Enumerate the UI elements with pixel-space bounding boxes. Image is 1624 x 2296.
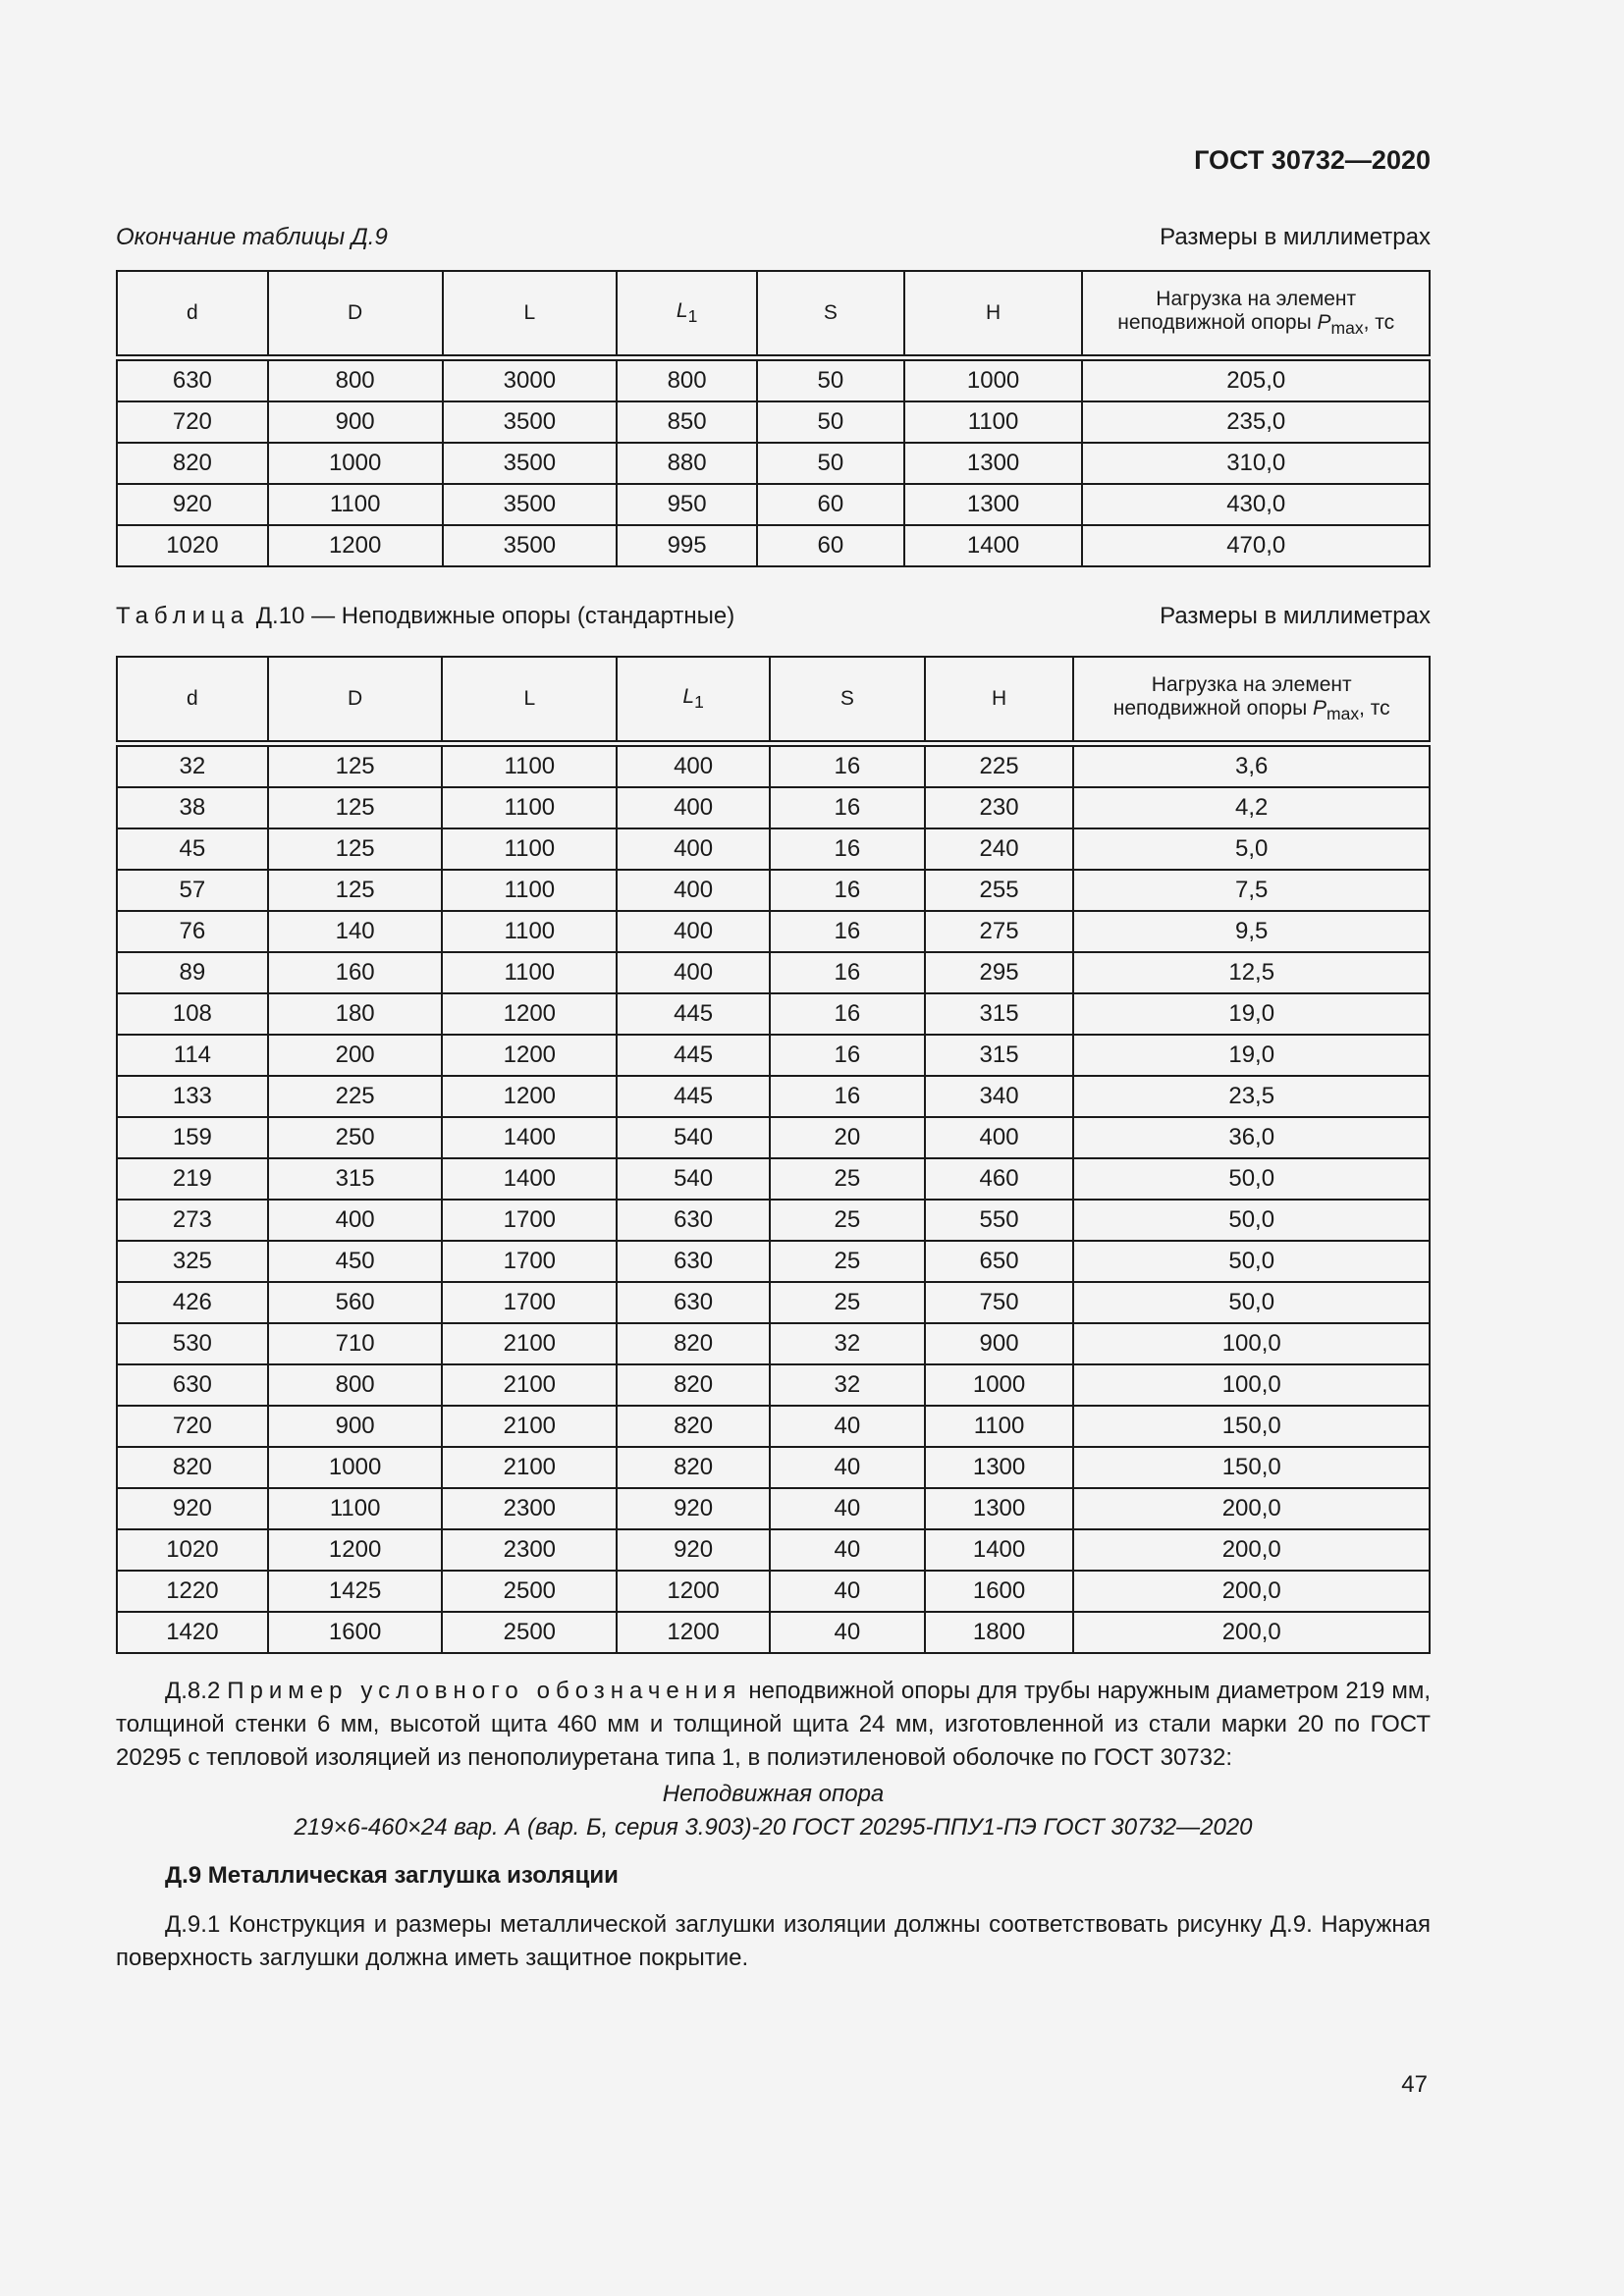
table-cell: 820 bbox=[617, 1406, 770, 1447]
table-cell: 400 bbox=[617, 744, 770, 788]
table-cell: 310,0 bbox=[1082, 443, 1430, 484]
table-cell: 140 bbox=[268, 911, 443, 952]
table-cell: 1425 bbox=[268, 1571, 443, 1612]
table-header-row bbox=[117, 271, 1430, 358]
table-cell: 205,0 bbox=[1082, 358, 1430, 402]
table-cell: 16 bbox=[770, 828, 925, 870]
table-cell: 400 bbox=[617, 870, 770, 911]
table-cell: 3,6 bbox=[1073, 744, 1430, 788]
table-cell: 1100 bbox=[904, 401, 1083, 443]
table-cell: 470,0 bbox=[1082, 525, 1430, 566]
table-cell: 315 bbox=[925, 1035, 1074, 1076]
table-d10-caption: Таблица Д.10 — Неподвижные опоры (стандартные) bbox=[116, 603, 735, 629]
table-cell: 50,0 bbox=[1073, 1158, 1430, 1200]
table-cell: 25 bbox=[770, 1200, 925, 1241]
table-cell: 820 bbox=[117, 443, 268, 484]
table-cell: 630 bbox=[117, 1364, 268, 1406]
table-cell: 1000 bbox=[268, 443, 443, 484]
table-cell: 1200 bbox=[617, 1612, 770, 1653]
table-cell: 159 bbox=[117, 1117, 268, 1158]
table-cell: 750 bbox=[925, 1282, 1074, 1323]
table-cell: 16 bbox=[770, 1076, 925, 1117]
table-d9-caption: Окончание таблицы Д.9 bbox=[116, 224, 388, 250]
table-cell: 50 bbox=[757, 401, 904, 443]
table-d10-units: Размеры в миллиметрах bbox=[1160, 603, 1431, 629]
table-cell: 200,0 bbox=[1073, 1529, 1430, 1571]
table-cell: 32 bbox=[117, 744, 268, 788]
col-header-L1: $L_1$ bbox=[617, 657, 770, 744]
table-cell: 200 bbox=[268, 1035, 443, 1076]
table-cell: 275 bbox=[925, 911, 1074, 952]
table-row bbox=[117, 401, 1430, 443]
table-cell: 1200 bbox=[442, 993, 617, 1035]
clause-d82: Д.8.2 Пример условного обозначения неподвижной опоры для трубы наружным диаметром 219 мм, толщиной стенки 6 мм, высотой щита 460 мм и толщиной щита 24 мм, изготовленной из стали марки 20 по ГОСТ 20295 с тепловой изоляцией из пенополиуретана типа 1, в полиэтиленовой оболочке по ГОСТ 30732: bbox=[116, 1678, 1431, 1771]
table-cell: 200,0 bbox=[1073, 1571, 1430, 1612]
table-cell: 920 bbox=[617, 1529, 770, 1571]
table-cell: 630 bbox=[117, 358, 268, 402]
table-row bbox=[117, 1241, 1430, 1282]
table-cell: 2100 bbox=[442, 1364, 617, 1406]
table-cell: 710 bbox=[268, 1323, 443, 1364]
table-d10-body bbox=[117, 744, 1430, 1654]
col-header-load: Нагрузка на элемент неподвижной опоры $P_{max}$, тс bbox=[1073, 657, 1430, 744]
table-cell: 1020 bbox=[117, 525, 268, 566]
table-cell: 16 bbox=[770, 993, 925, 1035]
table-cell: 16 bbox=[770, 744, 925, 788]
table-cell: 25 bbox=[770, 1241, 925, 1282]
table-cell: 7,5 bbox=[1073, 870, 1430, 911]
table-d9-body bbox=[117, 358, 1430, 567]
table-cell: 16 bbox=[770, 1035, 925, 1076]
table-cell: 125 bbox=[268, 828, 443, 870]
table-row bbox=[117, 358, 1430, 402]
table-cell: 540 bbox=[617, 1117, 770, 1158]
table-row bbox=[117, 1488, 1430, 1529]
table-cell: 1400 bbox=[925, 1529, 1074, 1571]
table-row bbox=[117, 1612, 1430, 1653]
table-cell: 445 bbox=[617, 1076, 770, 1117]
table-row bbox=[117, 1529, 1430, 1571]
table-cell: 219 bbox=[117, 1158, 268, 1200]
table-cell: 1400 bbox=[904, 525, 1083, 566]
col-header-L: L bbox=[443, 271, 618, 358]
table-row bbox=[117, 484, 1430, 525]
table-cell: 32 bbox=[770, 1323, 925, 1364]
table-cell: 12,5 bbox=[1073, 952, 1430, 993]
col-header-d: d bbox=[117, 271, 268, 358]
table-cell: 230 bbox=[925, 787, 1074, 828]
table-cell: 295 bbox=[925, 952, 1074, 993]
table-cell: 4,2 bbox=[1073, 787, 1430, 828]
table-cell: 160 bbox=[268, 952, 443, 993]
table-cell: 920 bbox=[117, 1488, 268, 1529]
table-cell: 315 bbox=[925, 993, 1074, 1035]
table-d9-caption-row bbox=[116, 224, 1431, 251]
table-cell: 133 bbox=[117, 1076, 268, 1117]
table-cell: 630 bbox=[617, 1282, 770, 1323]
table-row bbox=[117, 870, 1430, 911]
table-cell: 3500 bbox=[443, 401, 618, 443]
table-cell: 19,0 bbox=[1073, 1035, 1430, 1076]
table-cell: 1100 bbox=[442, 870, 617, 911]
table-cell: 445 bbox=[617, 1035, 770, 1076]
table-cell: 40 bbox=[770, 1488, 925, 1529]
table-cell: 820 bbox=[117, 1447, 268, 1488]
table-row bbox=[117, 1076, 1430, 1117]
col-header-load: Нагрузка на элемент неподвижной опоры $P_{max}$, тс bbox=[1082, 271, 1430, 358]
table-cell: 995 bbox=[617, 525, 757, 566]
table-cell: 1700 bbox=[442, 1241, 617, 1282]
table-d10-caption-row bbox=[116, 603, 1431, 630]
table-cell: 400 bbox=[617, 952, 770, 993]
table-cell: 3500 bbox=[443, 525, 618, 566]
table-row bbox=[117, 1035, 1430, 1076]
table-cell: 235,0 bbox=[1082, 401, 1430, 443]
table-row bbox=[117, 1406, 1430, 1447]
table-cell: 1200 bbox=[617, 1571, 770, 1612]
table-cell: 630 bbox=[617, 1241, 770, 1282]
table-cell: 3500 bbox=[443, 443, 618, 484]
table-cell: 2100 bbox=[442, 1323, 617, 1364]
table-cell: 920 bbox=[617, 1488, 770, 1529]
table-cell: 2300 bbox=[442, 1488, 617, 1529]
table-cell: 820 bbox=[617, 1364, 770, 1406]
table-cell: 1300 bbox=[904, 443, 1083, 484]
table-cell: 400 bbox=[268, 1200, 443, 1241]
table-d10 bbox=[116, 656, 1431, 1654]
table-cell: 240 bbox=[925, 828, 1074, 870]
col-header-H: H bbox=[904, 271, 1083, 358]
table-cell: 40 bbox=[770, 1529, 925, 1571]
table-cell: 1100 bbox=[442, 744, 617, 788]
table-cell: 800 bbox=[617, 358, 757, 402]
col-header-S: S bbox=[757, 271, 904, 358]
table-cell: 630 bbox=[617, 1200, 770, 1241]
page-number: 47 bbox=[1401, 2071, 1428, 2098]
table-cell: 36,0 bbox=[1073, 1117, 1430, 1158]
table-cell: 273 bbox=[117, 1200, 268, 1241]
table-d9 bbox=[116, 270, 1431, 567]
table-cell: 57 bbox=[117, 870, 268, 911]
table-cell: 560 bbox=[268, 1282, 443, 1323]
table-cell: 1220 bbox=[117, 1571, 268, 1612]
section-heading-d9: Д.9 Металлическая заглушка изоляции bbox=[165, 1862, 619, 1889]
table-cell: 5,0 bbox=[1073, 828, 1430, 870]
table-row bbox=[117, 911, 1430, 952]
table-cell: 180 bbox=[268, 993, 443, 1035]
table-cell: 2300 bbox=[442, 1529, 617, 1571]
table-row bbox=[117, 828, 1430, 870]
col-header-D: D bbox=[268, 657, 443, 744]
table-cell: 20 bbox=[770, 1117, 925, 1158]
col-header-L: L bbox=[442, 657, 617, 744]
table-cell: 1000 bbox=[904, 358, 1083, 402]
table-cell: 225 bbox=[925, 744, 1074, 788]
table-cell: 19,0 bbox=[1073, 993, 1430, 1035]
table-row bbox=[117, 744, 1430, 788]
table-cell: 1100 bbox=[268, 484, 443, 525]
table-cell: 530 bbox=[117, 1323, 268, 1364]
table-cell: 45 bbox=[117, 828, 268, 870]
table-cell: 400 bbox=[617, 911, 770, 952]
designation-line-2: 219×6-460×24 вар. А (вар. Б, серия 3.903)-20 ГОСТ 20295-ППУ1-ПЭ ГОСТ 30732—2020 bbox=[294, 1814, 1253, 1841]
table-cell: 50 bbox=[757, 358, 904, 402]
table-d9-units: Размеры в миллиметрах bbox=[1160, 224, 1431, 250]
table-cell: 315 bbox=[268, 1158, 443, 1200]
table-cell: 1200 bbox=[442, 1035, 617, 1076]
table-cell: 720 bbox=[117, 1406, 268, 1447]
table-cell: 150,0 bbox=[1073, 1447, 1430, 1488]
table-cell: 426 bbox=[117, 1282, 268, 1323]
table-row bbox=[117, 1447, 1430, 1488]
table-cell: 100,0 bbox=[1073, 1364, 1430, 1406]
table-cell: 400 bbox=[617, 828, 770, 870]
table-cell: 2100 bbox=[442, 1406, 617, 1447]
table-cell: 900 bbox=[925, 1323, 1074, 1364]
table-cell: 1700 bbox=[442, 1282, 617, 1323]
table-cell: 60 bbox=[757, 525, 904, 566]
col-header-L1: $L_1$ bbox=[617, 271, 757, 358]
table-cell: 340 bbox=[925, 1076, 1074, 1117]
table-cell: 800 bbox=[268, 358, 443, 402]
table-cell: 1300 bbox=[925, 1447, 1074, 1488]
table-cell: 40 bbox=[770, 1447, 925, 1488]
table-row bbox=[117, 1571, 1430, 1612]
table-cell: 32 bbox=[770, 1364, 925, 1406]
designation-example bbox=[116, 1778, 1431, 1844]
table-cell: 1600 bbox=[268, 1612, 443, 1653]
table-cell: 125 bbox=[268, 870, 443, 911]
table-row bbox=[117, 525, 1430, 566]
table-cell: 1100 bbox=[442, 952, 617, 993]
table-cell: 1200 bbox=[268, 525, 443, 566]
table-cell: 23,5 bbox=[1073, 1076, 1430, 1117]
table-cell: 108 bbox=[117, 993, 268, 1035]
table-row bbox=[117, 1364, 1430, 1406]
table-cell: 800 bbox=[268, 1364, 443, 1406]
table-cell: 920 bbox=[117, 484, 268, 525]
col-header-d: d bbox=[117, 657, 268, 744]
col-header-H: H bbox=[925, 657, 1074, 744]
table-cell: 1300 bbox=[904, 484, 1083, 525]
table-cell: 50,0 bbox=[1073, 1200, 1430, 1241]
table-cell: 16 bbox=[770, 911, 925, 952]
table-cell: 200,0 bbox=[1073, 1612, 1430, 1653]
designation-line-1: Неподвижная опора bbox=[662, 1781, 885, 1807]
table-row bbox=[117, 1158, 1430, 1200]
table-cell: 1200 bbox=[442, 1076, 617, 1117]
table-row bbox=[117, 443, 1430, 484]
table-cell: 38 bbox=[117, 787, 268, 828]
table-header-row bbox=[117, 657, 1430, 744]
table-cell: 2500 bbox=[442, 1612, 617, 1653]
table-cell: 900 bbox=[268, 401, 443, 443]
table-cell: 445 bbox=[617, 993, 770, 1035]
table-cell: 550 bbox=[925, 1200, 1074, 1241]
table-cell: 16 bbox=[770, 787, 925, 828]
table-cell: 1800 bbox=[925, 1612, 1074, 1653]
table-cell: 460 bbox=[925, 1158, 1074, 1200]
table-cell: 820 bbox=[617, 1447, 770, 1488]
table-row bbox=[117, 1117, 1430, 1158]
standard-code: ГОСТ 30732—2020 bbox=[1194, 145, 1431, 175]
table-row bbox=[117, 1200, 1430, 1241]
table-cell: 114 bbox=[117, 1035, 268, 1076]
table-cell: 76 bbox=[117, 911, 268, 952]
table-cell: 60 bbox=[757, 484, 904, 525]
table-cell: 125 bbox=[268, 787, 443, 828]
table-cell: 255 bbox=[925, 870, 1074, 911]
table-cell: 250 bbox=[268, 1117, 443, 1158]
table-cell: 1420 bbox=[117, 1612, 268, 1653]
table-cell: 1100 bbox=[442, 828, 617, 870]
table-cell: 1700 bbox=[442, 1200, 617, 1241]
table-row bbox=[117, 952, 1430, 993]
table-cell: 225 bbox=[268, 1076, 443, 1117]
table-cell: 2500 bbox=[442, 1571, 617, 1612]
table-cell: 1100 bbox=[268, 1488, 443, 1529]
table-cell: 450 bbox=[268, 1241, 443, 1282]
table-cell: 89 bbox=[117, 952, 268, 993]
table-cell: 50,0 bbox=[1073, 1282, 1430, 1323]
table-cell: 16 bbox=[770, 870, 925, 911]
col-header-D: D bbox=[268, 271, 443, 358]
table-cell: 9,5 bbox=[1073, 911, 1430, 952]
table-cell: 3500 bbox=[443, 484, 618, 525]
table-cell: 40 bbox=[770, 1571, 925, 1612]
table-cell: 850 bbox=[617, 401, 757, 443]
col-header-S: S bbox=[770, 657, 925, 744]
table-cell: 650 bbox=[925, 1241, 1074, 1282]
table-cell: 1200 bbox=[268, 1529, 443, 1571]
table-row bbox=[117, 1282, 1430, 1323]
table-cell: 3000 bbox=[443, 358, 618, 402]
table-cell: 16 bbox=[770, 952, 925, 993]
table-cell: 400 bbox=[925, 1117, 1074, 1158]
table-cell: 950 bbox=[617, 484, 757, 525]
table-cell: 720 bbox=[117, 401, 268, 443]
table-cell: 1400 bbox=[442, 1117, 617, 1158]
table-cell: 100,0 bbox=[1073, 1323, 1430, 1364]
clause-d91: Д.9.1 Конструкция и размеры металлической заглушки изоляции должны соответствовать рисунку Д.9. Наружная поверхность заглушки должна иметь защитное покрытие. bbox=[116, 1911, 1431, 1971]
table-cell: 25 bbox=[770, 1158, 925, 1200]
table-cell: 400 bbox=[617, 787, 770, 828]
table-cell: 1020 bbox=[117, 1529, 268, 1571]
table-cell: 150,0 bbox=[1073, 1406, 1430, 1447]
table-cell: 1100 bbox=[442, 911, 617, 952]
table-cell: 1600 bbox=[925, 1571, 1074, 1612]
table-row bbox=[117, 1323, 1430, 1364]
table-cell: 50 bbox=[757, 443, 904, 484]
table-cell: 50,0 bbox=[1073, 1241, 1430, 1282]
table-cell: 820 bbox=[617, 1323, 770, 1364]
table-cell: 200,0 bbox=[1073, 1488, 1430, 1529]
table-cell: 125 bbox=[268, 744, 443, 788]
table-cell: 325 bbox=[117, 1241, 268, 1282]
table-cell: 1000 bbox=[925, 1364, 1074, 1406]
table-cell: 880 bbox=[617, 443, 757, 484]
table-row bbox=[117, 993, 1430, 1035]
table-cell: 1400 bbox=[442, 1158, 617, 1200]
table-cell: 1100 bbox=[925, 1406, 1074, 1447]
table-cell: 2100 bbox=[442, 1447, 617, 1488]
table-cell: 40 bbox=[770, 1612, 925, 1653]
table-cell: 430,0 bbox=[1082, 484, 1430, 525]
table-cell: 540 bbox=[617, 1158, 770, 1200]
table-cell: 1000 bbox=[268, 1447, 443, 1488]
table-row bbox=[117, 787, 1430, 828]
table-cell: 40 bbox=[770, 1406, 925, 1447]
table-cell: 1100 bbox=[442, 787, 617, 828]
table-cell: 900 bbox=[268, 1406, 443, 1447]
table-cell: 1300 bbox=[925, 1488, 1074, 1529]
table-cell: 25 bbox=[770, 1282, 925, 1323]
